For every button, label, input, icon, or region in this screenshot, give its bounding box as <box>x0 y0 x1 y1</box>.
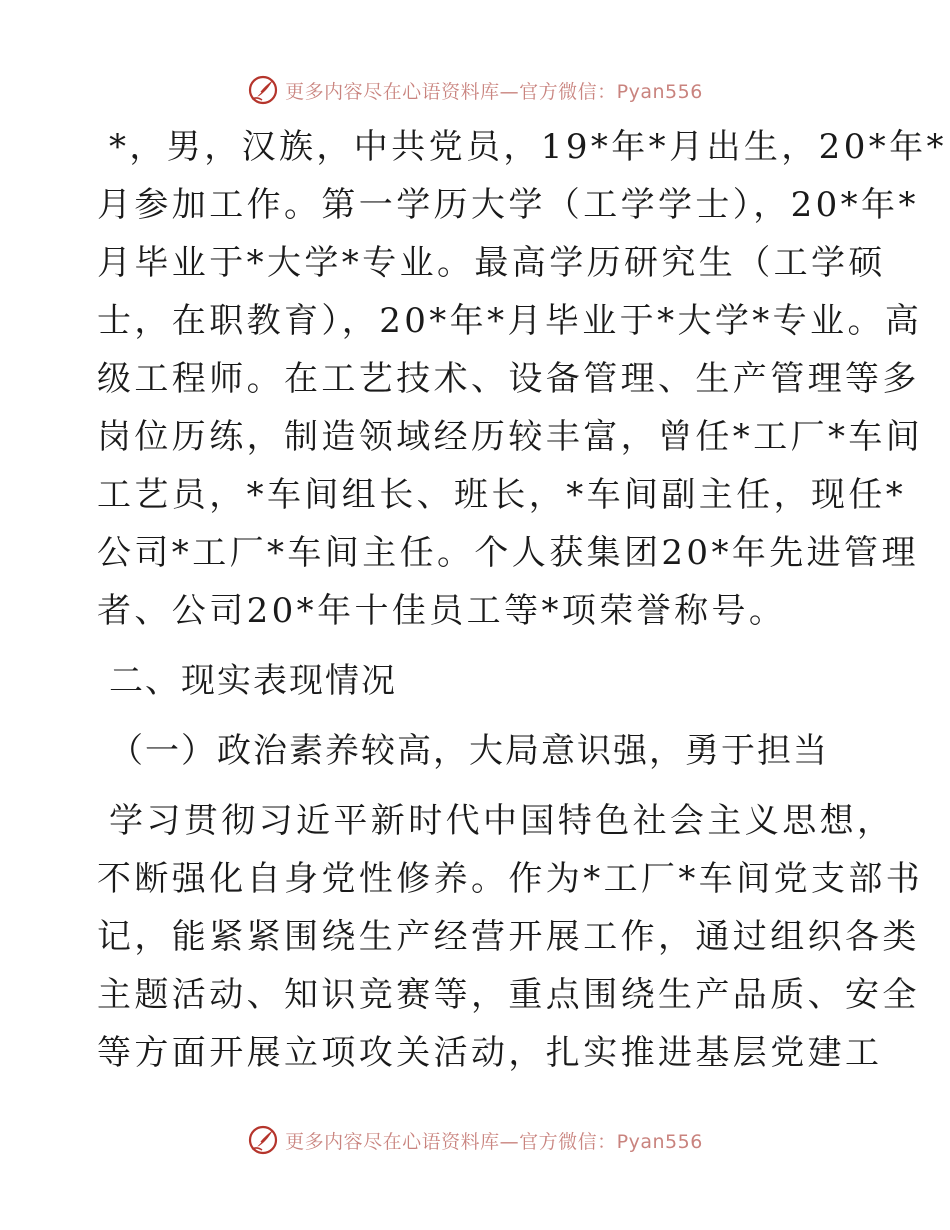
text-line: 级工程师。在工艺技术、设备管理、生产管理等多 <box>97 359 920 399</box>
text-line: 士，在职教育），20*年*月毕业于*大学*专业。高 <box>97 301 923 341</box>
text-line: 月参加工作。第一学历大学（工学学士），20*年* <box>97 185 919 225</box>
header-watermark <box>0 70 950 110</box>
subsection-heading: （一）政治素养较高，大局意识强，勇于担当 <box>109 731 829 771</box>
paragraph-biography <box>97 118 947 640</box>
text-line: 记，能紧紧围绕生产经营开展工作，通过组织各类 <box>97 917 920 957</box>
document-body <box>97 118 947 1082</box>
quill-logo-icon <box>247 74 279 106</box>
text-line: 公司*工厂*车间主任。个人获集团20*年先进管理 <box>97 533 919 573</box>
text-line: 不断强化自身党性修养。作为*工厂*车间党支部书 <box>97 859 924 899</box>
watermark-text: 更多内容尽在心语资料库—官方微信：Pyan556 <box>285 80 703 103</box>
quill-logo-icon <box>247 1124 279 1156</box>
text-line: 月毕业于*大学*专业。最高学历研究生（工学硕 <box>97 243 886 283</box>
text-line: 学习贯彻习近平新时代中国特色社会主义思想， <box>109 801 895 841</box>
text-line: 主题活动、知识竞赛等，重点围绕生产品质、安全 <box>97 975 920 1015</box>
text-line: 者、公司20*年十佳员工等*项荣誉称号。 <box>97 591 787 631</box>
section-heading: 二、现实表现情况 <box>109 661 397 701</box>
text-line: 岗位历练，制造领域经历较丰富，曾任*工厂*车间 <box>97 417 924 457</box>
paragraph-political-quality <box>97 792 924 1082</box>
watermark-text: 更多内容尽在心语资料库—官方微信：Pyan556 <box>285 1130 703 1153</box>
text-line: 工艺员，*车间组长、班长，*车间副主任，现任* <box>97 475 907 515</box>
text-line: 等方面开展立项攻关活动，扎实推进基层党建工 <box>97 1033 883 1073</box>
text-line: *，男，汉族，中共党员，19*年*月出生，20*年* <box>109 127 947 167</box>
footer-watermark <box>0 1120 950 1160</box>
